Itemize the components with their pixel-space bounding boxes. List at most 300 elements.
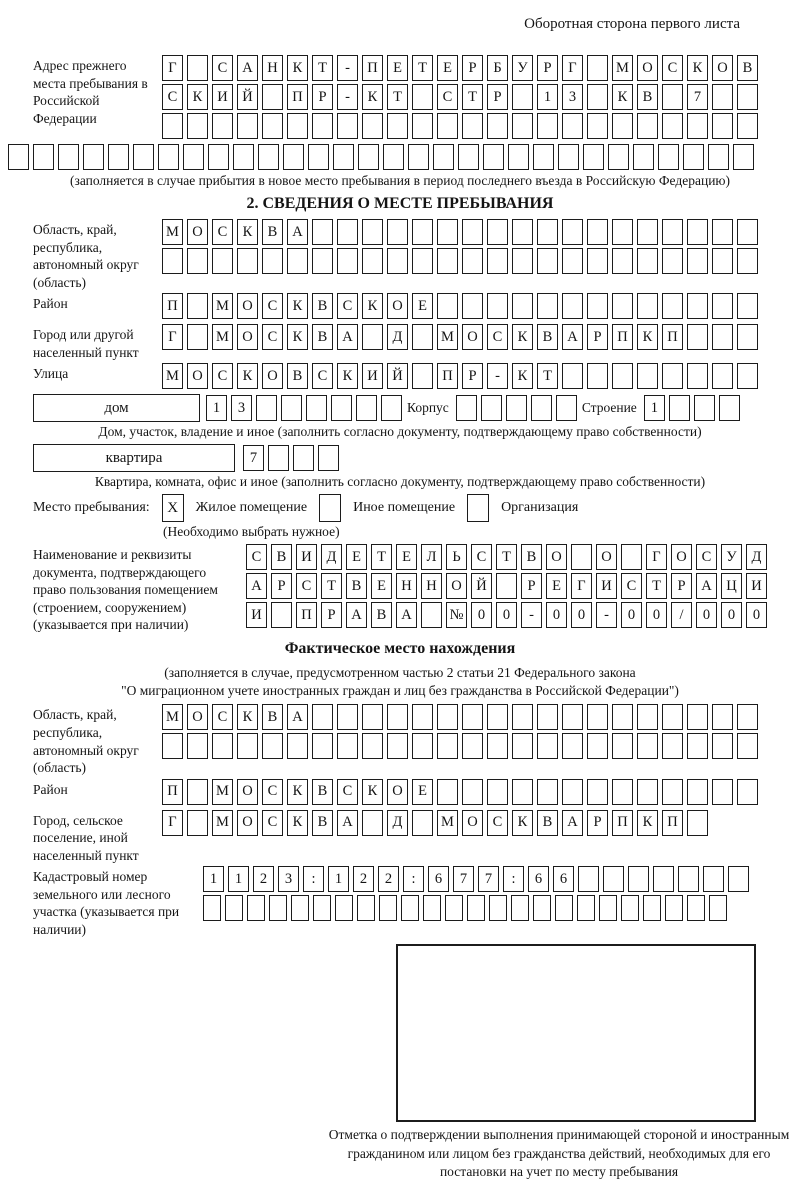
char-cell: 1 <box>537 84 558 110</box>
char-cell <box>362 810 383 836</box>
char-cell <box>537 704 558 730</box>
char-cell: 3 <box>278 866 299 892</box>
char-cell <box>737 113 758 139</box>
char-cell: Й <box>471 573 492 599</box>
char-cell: О <box>387 779 408 805</box>
char-cell <box>357 895 375 921</box>
char-cell: П <box>662 810 683 836</box>
char-cell <box>337 704 358 730</box>
char-cell <box>612 248 633 274</box>
char-cell: Й <box>237 84 258 110</box>
char-cell: 0 <box>546 602 567 628</box>
char-cell: В <box>262 219 283 245</box>
cadastre-label: Кадастровый номер земельного или лесного участка (указывается при наличии) <box>33 869 180 937</box>
char-cell: : <box>403 866 424 892</box>
char-cell <box>637 363 658 389</box>
char-cell: М <box>162 219 183 245</box>
char-cell <box>458 144 479 170</box>
apartment-box: квартира <box>33 444 235 472</box>
char-cell <box>401 895 419 921</box>
char-cell: К <box>237 363 258 389</box>
char-cell: Г <box>562 55 583 81</box>
char-cell: П <box>162 293 183 319</box>
char-cell: О <box>387 293 408 319</box>
char-cell: В <box>346 573 367 599</box>
char-cell <box>531 395 552 421</box>
char-cell <box>562 113 583 139</box>
char-cell: 0 <box>746 602 767 628</box>
char-cell <box>658 144 679 170</box>
char-cell: А <box>246 573 267 599</box>
char-cell <box>462 293 483 319</box>
district-block <box>8 293 792 322</box>
char-cell: Т <box>321 573 342 599</box>
char-cell: В <box>312 324 333 350</box>
char-cell: Д <box>387 324 408 350</box>
char-cell: И <box>296 544 317 570</box>
char-cell <box>387 113 408 139</box>
char-cell <box>312 219 333 245</box>
char-cell <box>187 324 208 350</box>
char-cell <box>262 733 283 759</box>
char-cell: О <box>237 779 258 805</box>
street-row <box>162 363 758 389</box>
char-cell <box>637 113 658 139</box>
char-cell: П <box>296 602 317 628</box>
char-cell <box>247 895 265 921</box>
char-cell <box>533 895 551 921</box>
char-cell <box>537 113 558 139</box>
char-cell <box>362 113 383 139</box>
document-row-1 <box>246 544 767 570</box>
korpus-cells <box>456 395 577 421</box>
char-cell <box>562 733 583 759</box>
region-row-2 <box>162 248 758 274</box>
char-cell <box>621 544 642 570</box>
char-cell <box>712 779 733 805</box>
char-cell: 1 <box>328 866 349 892</box>
char-cell: 6 <box>528 866 549 892</box>
char-cell <box>467 895 485 921</box>
char-cell: К <box>362 293 383 319</box>
char-cell: 0 <box>571 602 592 628</box>
char-cell: 7 <box>453 866 474 892</box>
char-cell <box>268 445 289 471</box>
char-cell <box>712 293 733 319</box>
char-cell <box>212 733 233 759</box>
char-cell <box>237 733 258 759</box>
char-cell <box>562 704 583 730</box>
char-cell: 2 <box>353 866 374 892</box>
char-cell <box>712 324 733 350</box>
char-cell <box>537 219 558 245</box>
stay-option-other-premises: Иное помещение <box>353 500 456 516</box>
char-cell <box>33 144 54 170</box>
char-cell <box>612 113 633 139</box>
city-label: Город или другой населенный пункт <box>33 327 139 360</box>
char-cell <box>312 733 333 759</box>
char-cell <box>187 55 208 81</box>
char-cell <box>737 704 758 730</box>
char-cell <box>293 445 314 471</box>
char-cell: К <box>287 810 308 836</box>
char-cell: 1 <box>228 866 249 892</box>
char-cell: А <box>287 704 308 730</box>
checkbox-residential: X <box>162 494 184 522</box>
char-cell: Р <box>321 602 342 628</box>
char-cell: Т <box>412 55 433 81</box>
char-cell <box>412 704 433 730</box>
char-cell: А <box>337 810 358 836</box>
stay-option-organization: Организация <box>501 500 579 516</box>
stay-type-label: Место пребывания: <box>33 500 150 516</box>
char-cell <box>558 144 579 170</box>
char-cell <box>687 324 708 350</box>
char-cell <box>379 895 397 921</box>
actual-region-row-1 <box>162 704 758 730</box>
char-cell <box>133 144 154 170</box>
char-cell <box>362 219 383 245</box>
char-cell: С <box>262 810 283 836</box>
char-cell <box>362 324 383 350</box>
char-cell <box>637 704 658 730</box>
char-cell: Е <box>371 573 392 599</box>
char-cell <box>687 363 708 389</box>
region-row-1 <box>162 219 758 245</box>
char-cell <box>662 113 683 139</box>
actual-region-row-2 <box>162 733 758 759</box>
char-cell: П <box>437 363 458 389</box>
char-cell: Т <box>371 544 392 570</box>
char-cell: К <box>337 363 358 389</box>
char-cell: Е <box>412 293 433 319</box>
char-cell: С <box>262 779 283 805</box>
actual-location-note-2: "О миграционном учете иностранных граждан и лиц без гражданства в Российской Федерации") <box>121 683 679 699</box>
char-cell: П <box>287 84 308 110</box>
char-cell: Р <box>537 55 558 81</box>
char-cell: Т <box>387 84 408 110</box>
char-cell: М <box>212 810 233 836</box>
char-cell: Г <box>162 324 183 350</box>
char-cell <box>612 219 633 245</box>
char-cell <box>562 219 583 245</box>
document-label: Наименование и реквизиты документа, подтверждающего право пользования помещением (строением, сооружением) (указывается при наличии) <box>33 547 218 633</box>
char-cell <box>212 248 233 274</box>
char-cell: О <box>187 219 208 245</box>
char-cell: С <box>696 544 717 570</box>
char-cell: О <box>546 544 567 570</box>
char-cell <box>313 895 331 921</box>
char-cell: 2 <box>378 866 399 892</box>
char-cell <box>487 248 508 274</box>
char-cell: Г <box>162 810 183 836</box>
char-cell: С <box>337 293 358 319</box>
char-cell <box>612 733 633 759</box>
char-cell: И <box>212 84 233 110</box>
char-cell: В <box>271 544 292 570</box>
char-cell <box>712 704 733 730</box>
char-cell: К <box>237 219 258 245</box>
char-cell: М <box>612 55 633 81</box>
char-cell <box>612 779 633 805</box>
char-cell <box>687 248 708 274</box>
char-cell <box>512 733 533 759</box>
char-cell: О <box>446 573 467 599</box>
char-cell <box>511 895 529 921</box>
char-cell <box>737 779 758 805</box>
char-cell <box>412 810 433 836</box>
char-cell: В <box>537 810 558 836</box>
char-cell: К <box>237 704 258 730</box>
char-cell: 2 <box>253 866 274 892</box>
char-cell: Р <box>462 55 483 81</box>
char-cell: Д <box>746 544 767 570</box>
apartment-row <box>33 444 792 472</box>
char-cell: С <box>212 55 233 81</box>
char-cell <box>537 779 558 805</box>
char-cell <box>687 733 708 759</box>
char-cell <box>271 602 292 628</box>
char-cell <box>506 395 527 421</box>
char-cell: Р <box>462 363 483 389</box>
char-cell <box>462 219 483 245</box>
char-cell: Е <box>387 55 408 81</box>
char-cell <box>437 779 458 805</box>
char-cell <box>496 573 517 599</box>
char-cell <box>643 895 661 921</box>
char-cell: 0 <box>621 602 642 628</box>
char-cell <box>562 293 583 319</box>
stay-option-residential: Жилое помещение <box>195 500 308 516</box>
char-cell: Н <box>262 55 283 81</box>
char-cell <box>621 895 639 921</box>
char-cell: Е <box>437 55 458 81</box>
char-cell <box>437 704 458 730</box>
char-cell <box>412 84 433 110</box>
char-cell <box>587 55 608 81</box>
char-cell <box>719 395 740 421</box>
char-cell <box>662 733 683 759</box>
char-cell <box>187 293 208 319</box>
char-cell <box>445 895 463 921</box>
char-cell: Т <box>312 55 333 81</box>
char-cell <box>335 895 353 921</box>
apartment-note: Квартира, комната, офис и иное (заполнить согласно документу, подтверждающему право собственности) <box>94 474 706 490</box>
char-cell: К <box>362 84 383 110</box>
char-cell: А <box>562 810 583 836</box>
char-cell <box>162 733 183 759</box>
char-cell <box>737 219 758 245</box>
char-cell: О <box>237 293 258 319</box>
char-cell: - <box>521 602 542 628</box>
char-cell: О <box>462 810 483 836</box>
actual-region-block <box>8 704 792 776</box>
char-cell <box>712 363 733 389</box>
char-cell <box>337 248 358 274</box>
house-box: дом <box>33 394 200 422</box>
char-cell <box>306 395 327 421</box>
char-cell <box>662 779 683 805</box>
char-cell: 7 <box>243 445 264 471</box>
char-cell: С <box>162 84 183 110</box>
char-cell <box>237 248 258 274</box>
char-cell <box>662 704 683 730</box>
char-cell <box>287 733 308 759</box>
char-cell: С <box>621 573 642 599</box>
house-row <box>33 394 792 422</box>
char-cell: Ь <box>446 544 467 570</box>
char-cell <box>599 895 617 921</box>
char-cell: : <box>303 866 324 892</box>
char-cell: Т <box>496 544 517 570</box>
char-cell <box>262 84 283 110</box>
char-cell <box>437 219 458 245</box>
char-cell <box>337 113 358 139</box>
char-cell <box>462 248 483 274</box>
char-cell <box>412 363 433 389</box>
char-cell: - <box>487 363 508 389</box>
char-cell <box>212 113 233 139</box>
char-cell: К <box>287 324 308 350</box>
char-cell: 0 <box>496 602 517 628</box>
char-cell: Ц <box>721 573 742 599</box>
char-cell <box>162 113 183 139</box>
char-cell: К <box>637 324 658 350</box>
char-cell: - <box>596 602 617 628</box>
char-cell: К <box>687 55 708 81</box>
char-cell: П <box>662 324 683 350</box>
char-cell: К <box>512 810 533 836</box>
char-cell <box>737 733 758 759</box>
char-cell <box>587 293 608 319</box>
cadastre-row-1 <box>203 866 749 892</box>
char-cell <box>587 84 608 110</box>
char-cell <box>287 113 308 139</box>
char-cell <box>508 144 529 170</box>
char-cell <box>512 84 533 110</box>
char-cell: С <box>471 544 492 570</box>
char-cell: М <box>162 363 183 389</box>
char-cell <box>108 144 129 170</box>
char-cell: А <box>287 219 308 245</box>
char-cell <box>487 293 508 319</box>
char-cell <box>281 395 302 421</box>
stroenie-label: Строение <box>581 400 637 416</box>
char-cell: П <box>612 324 633 350</box>
char-cell: Р <box>312 84 333 110</box>
char-cell <box>58 144 79 170</box>
char-cell: Е <box>546 573 567 599</box>
char-cell: 0 <box>646 602 667 628</box>
checkbox-other-premises <box>319 494 341 522</box>
stamp-note: Отметка о подтверждении выполнения принимающей стороной и иностранным гражданином или лицом без гражданства действий, необходимых для его постановки на учет по месту пребывания <box>328 1127 790 1179</box>
char-cell: С <box>262 293 283 319</box>
char-cell: О <box>671 544 692 570</box>
char-cell <box>291 895 309 921</box>
char-cell <box>331 395 352 421</box>
char-cell: - <box>337 55 358 81</box>
char-cell: С <box>312 363 333 389</box>
char-cell <box>665 895 683 921</box>
actual-region-label: Область, край, республика, автономный округ (область) <box>33 707 139 776</box>
char-cell <box>662 248 683 274</box>
char-cell: Р <box>487 84 508 110</box>
char-cell <box>703 866 724 892</box>
stay-type-note: (Необходимо выбрать нужное) <box>163 524 340 540</box>
house-number-cells <box>206 395 402 421</box>
char-cell <box>362 248 383 274</box>
apartment-cells <box>243 445 339 471</box>
char-cell <box>483 144 504 170</box>
char-cell <box>456 395 477 421</box>
char-cell: Г <box>162 55 183 81</box>
char-cell: 1 <box>644 395 665 421</box>
document-row-2 <box>246 573 767 599</box>
char-cell: Н <box>396 573 417 599</box>
char-cell: О <box>596 544 617 570</box>
char-cell <box>203 895 221 921</box>
char-cell <box>637 293 658 319</box>
char-cell <box>512 293 533 319</box>
actual-location-title: Фактическое место нахождения <box>284 640 516 658</box>
char-cell: В <box>537 324 558 350</box>
char-cell <box>608 144 629 170</box>
char-cell <box>533 144 554 170</box>
char-cell: У <box>721 544 742 570</box>
prev-address-row-4 <box>8 144 792 170</box>
char-cell: Е <box>346 544 367 570</box>
char-cell <box>556 395 577 421</box>
char-cell <box>312 113 333 139</box>
char-cell <box>562 779 583 805</box>
char-cell <box>412 324 433 350</box>
char-cell <box>612 363 633 389</box>
actual-district-row <box>162 779 758 805</box>
char-cell: 1 <box>206 395 227 421</box>
char-cell <box>687 293 708 319</box>
char-cell <box>83 144 104 170</box>
char-cell: С <box>662 55 683 81</box>
char-cell <box>287 248 308 274</box>
char-cell <box>283 144 304 170</box>
char-cell <box>678 866 699 892</box>
char-cell <box>262 248 283 274</box>
char-cell <box>578 866 599 892</box>
char-cell <box>187 733 208 759</box>
char-cell: С <box>296 573 317 599</box>
char-cell: Г <box>571 573 592 599</box>
char-cell <box>333 144 354 170</box>
char-cell: № <box>446 602 467 628</box>
char-cell: Р <box>587 324 608 350</box>
document-block <box>8 544 792 634</box>
char-cell: О <box>187 363 208 389</box>
char-cell <box>637 779 658 805</box>
char-cell: Г <box>646 544 667 570</box>
char-cell <box>387 219 408 245</box>
char-cell: М <box>437 324 458 350</box>
char-cell: Б <box>487 55 508 81</box>
char-cell <box>577 895 595 921</box>
char-cell <box>312 248 333 274</box>
char-cell: А <box>562 324 583 350</box>
char-cell: А <box>346 602 367 628</box>
char-cell <box>187 113 208 139</box>
char-cell <box>662 219 683 245</box>
char-cell: О <box>462 324 483 350</box>
char-cell: Л <box>421 544 442 570</box>
char-cell <box>587 113 608 139</box>
